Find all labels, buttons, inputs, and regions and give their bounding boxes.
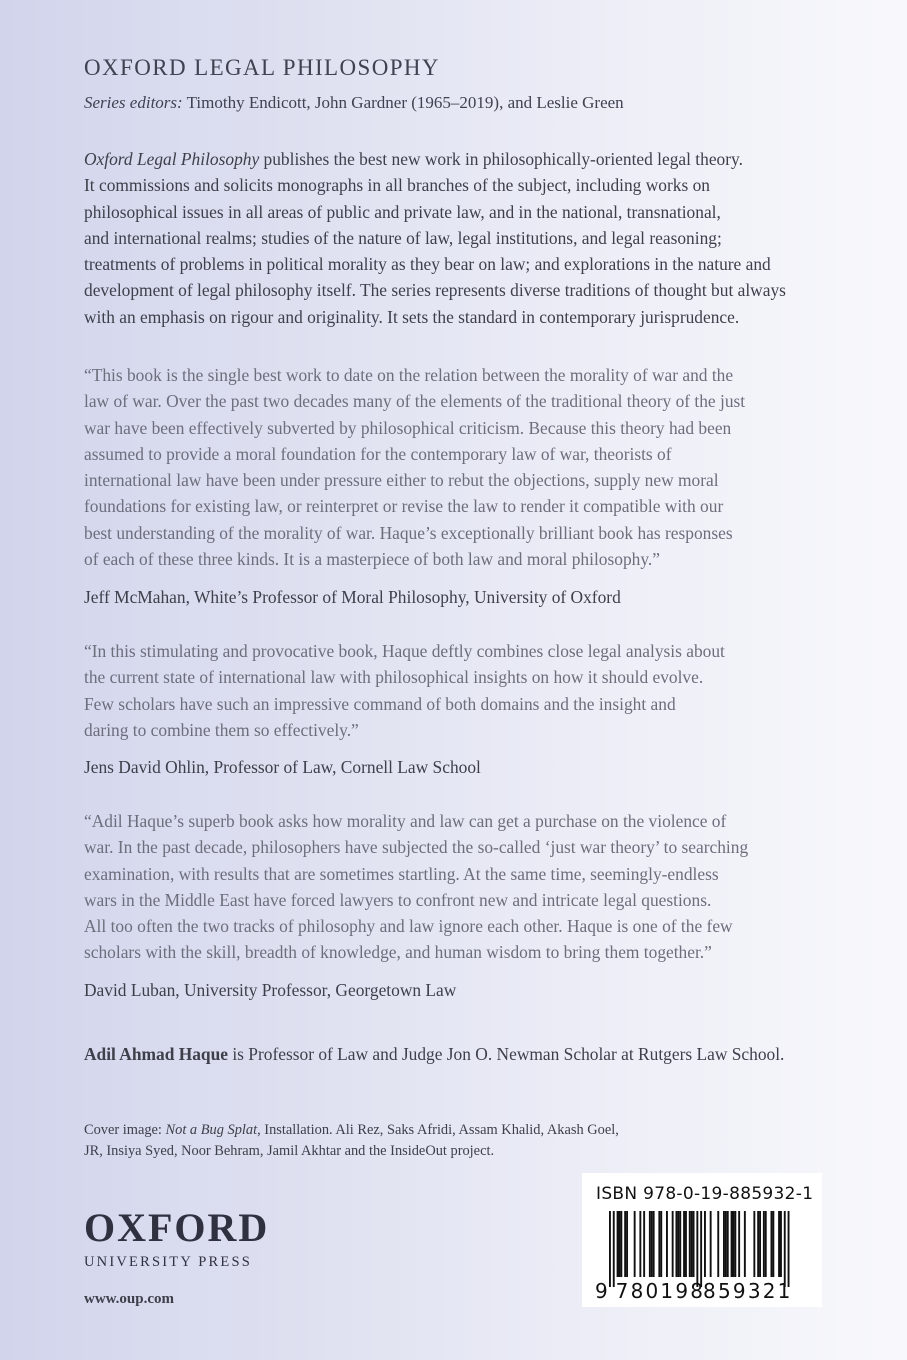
barcode-bar — [700, 1211, 702, 1287]
barcode-graphic — [582, 1173, 822, 1307]
quote-line: daring to combine them so effectively.” — [84, 719, 359, 740]
barcode-bar — [653, 1211, 655, 1277]
barcode-bar — [696, 1211, 698, 1287]
quote-line: “In this stimulating and provocative book, Haque deftly combines close legal analysis about — [84, 641, 725, 661]
barcode-bar — [780, 1211, 782, 1277]
credit-line: JR, Insiya Syed, Noor Behram, Jamil Akhtar and the InsideOut project. — [84, 1143, 495, 1159]
barcode-bar — [693, 1211, 695, 1277]
barcode-bar — [658, 1211, 660, 1277]
author-bio — [84, 1044, 844, 1065]
series-editors-names: Timothy Endicott, John Gardner (1965–2019), and Leslie Green — [182, 93, 624, 112]
quote-line: scholars with the skill, breadth of knowledge, and human wisdom to bring them together.” — [84, 942, 712, 963]
description-line: Oxford Legal Philosophy publishes the best new work in philosophically-oriented legal theory. — [84, 149, 743, 169]
series-editors — [84, 93, 624, 113]
description-line: and international realms; studies of the nature of law, legal institutions, and legal reasoning; — [84, 227, 722, 248]
endorsement-attribution-ohlin: Jens David Ohlin, Professor of Law, Cornell Law School — [84, 757, 481, 777]
barcode-bar — [763, 1211, 765, 1277]
barcode-bar — [677, 1211, 679, 1277]
barcode-bar — [723, 1211, 725, 1277]
barcode-bar — [704, 1211, 706, 1277]
barcode-digits-right: 859321 — [703, 1279, 793, 1303]
quote-line: international law have been under pressure either to rebut the objections, supply new moral — [84, 470, 719, 491]
barcode-digit-first: 9 — [595, 1279, 610, 1303]
artwork-title: Not a Bug Splat — [165, 1122, 258, 1138]
oup-logo-oxford: OXFORD — [84, 1205, 270, 1250]
quote-line: law of war. Over the past two decades many of the elements of the traditional theory of the just — [84, 391, 746, 412]
barcode-bar — [619, 1211, 621, 1277]
barcode-bar — [765, 1211, 767, 1277]
quote-line: wars in the Middle East have forced lawyers to confront new and intricate legal questions. — [84, 889, 712, 910]
barcode-bar — [666, 1211, 668, 1277]
quote-line: examination, with results that are sometimes startling. At the same time, seemingly-endless — [84, 863, 719, 884]
barcode-bar — [634, 1211, 636, 1277]
quote-line: foundations for existing law, or reinterpret or revise the law to render it compatible with our — [84, 496, 724, 517]
endorsement-attribution-luban: David Luban, University Professor, Georgetown Law — [84, 980, 457, 1000]
quote-line: war have been effectively subverted by philosophical criticism. Because this theory had been — [84, 417, 732, 438]
barcode-bar — [683, 1211, 685, 1277]
barcode-bar — [725, 1211, 727, 1277]
oup-logo-subtitle: UNIVERSITY PRESS — [84, 1254, 253, 1270]
cover-image-credit — [84, 1120, 684, 1162]
endorsement-attribution-mcmahan: Jeff McMahan, White’s Professor of Moral Philosophy, University of Oxford — [84, 587, 621, 607]
description-line: treatments of problems in political morality as they bear on law; and explorations in the nature and — [84, 254, 771, 275]
barcode-bar — [689, 1211, 691, 1277]
barcode-bar — [778, 1211, 780, 1277]
series-editors-label: Series editors: — [84, 93, 183, 112]
isbn-barcode — [582, 1173, 822, 1307]
quote-line: the current state of international law with philosophical insights on how it should evolve. — [84, 667, 704, 688]
description-line: development of legal philosophy itself. The series represents diverse traditions of thought but always — [84, 280, 786, 301]
description-line: with an emphasis on rigour and originality. It sets the standard in contemporary jurisprudence. — [84, 306, 740, 327]
barcode-bar — [620, 1211, 622, 1277]
isbn-label: ISBN 978-0-19-885932-1 — [596, 1184, 814, 1204]
publisher-url[interactable]: www.oup.com — [84, 1291, 175, 1307]
quote-line: of each of these three kinds. It is a masterpiece of both law and moral philosophy.” — [84, 549, 660, 570]
barcode-bar — [649, 1211, 651, 1277]
endorsement-quote-ohlin — [84, 638, 824, 743]
barcode-bar — [672, 1211, 674, 1277]
barcode-bar — [733, 1211, 735, 1277]
endorsement-quote-luban — [84, 808, 824, 966]
barcode-digits-left: 780198 — [615, 1279, 706, 1303]
barcode-bar — [788, 1211, 790, 1287]
quote-line: All too often the two tracks of philosophy and law ignore each other. Haque is one of the few — [84, 916, 733, 937]
barcode-bar — [771, 1211, 773, 1277]
barcode-bar — [643, 1211, 645, 1277]
barcode-bar — [734, 1211, 736, 1277]
barcode-bar — [738, 1211, 740, 1277]
series-name: Oxford Legal Philosophy — [84, 149, 260, 169]
author-bio-text: is Professor of Law and Judge Jon O. Newman Scholar at Rutgers Law School. — [228, 1044, 785, 1064]
barcode-bar — [617, 1211, 619, 1277]
barcode-bar — [753, 1211, 755, 1277]
quote-line: “This book is the single best work to date on the relation between the morality of war and the — [84, 365, 734, 385]
barcode-bar — [685, 1211, 687, 1277]
barcode-bar — [757, 1211, 759, 1277]
barcode-bar — [613, 1211, 615, 1287]
barcode-bar — [624, 1211, 626, 1277]
barcode-bar — [772, 1211, 774, 1277]
quote-line: war. In the past decade, philosophers have subjected the so-called ‘just war theory’ to searching — [84, 837, 749, 858]
barcode-bar — [731, 1211, 733, 1277]
quote-line: best understanding of the morality of war. Haque’s exceptionally brilliant book has responses — [84, 522, 733, 543]
series-title: OXFORD LEGAL PHILOSOPHY — [84, 55, 440, 80]
barcode-bar — [626, 1211, 628, 1277]
description-line: It commissions and solicits monographs in all branches of the subject, including works on — [84, 175, 710, 196]
author-name: Adil Ahmad Haque — [84, 1044, 228, 1064]
barcode-bar — [784, 1211, 786, 1287]
barcode-bar — [609, 1211, 611, 1287]
barcode-bar — [759, 1211, 761, 1277]
quote-line: Few scholars have such an impressive command of both domains and the insight and — [84, 693, 676, 714]
barcode-bar — [691, 1211, 693, 1277]
series-description — [84, 146, 824, 330]
quote-line: “Adil Haque’s superb book asks how morality and law can get a purchase on the violence of — [84, 811, 727, 831]
quote-line: assumed to provide a moral foundation for the contemporary law of war, theorists of — [84, 443, 672, 464]
barcode-bar — [744, 1211, 746, 1277]
barcode-bar — [676, 1211, 678, 1277]
barcode-bar — [710, 1211, 712, 1277]
description-line: philosophical issues in all areas of public and private law, and in the national, transnational, — [84, 201, 721, 222]
barcode-bar — [679, 1211, 681, 1277]
barcode-bar — [639, 1211, 641, 1277]
barcode-bar — [717, 1211, 719, 1277]
barcode-bar — [660, 1211, 662, 1277]
oup-logo — [84, 1205, 270, 1271]
endorsement-quote-mcmahan — [84, 362, 824, 572]
barcode-bar — [727, 1211, 729, 1277]
credit-line: Cover image: Not a Bug Splat, Installation. Ali Rez, Saks Afridi, Assam Khalid, Akash Goel, — [84, 1122, 619, 1138]
barcode-bar — [651, 1211, 653, 1277]
